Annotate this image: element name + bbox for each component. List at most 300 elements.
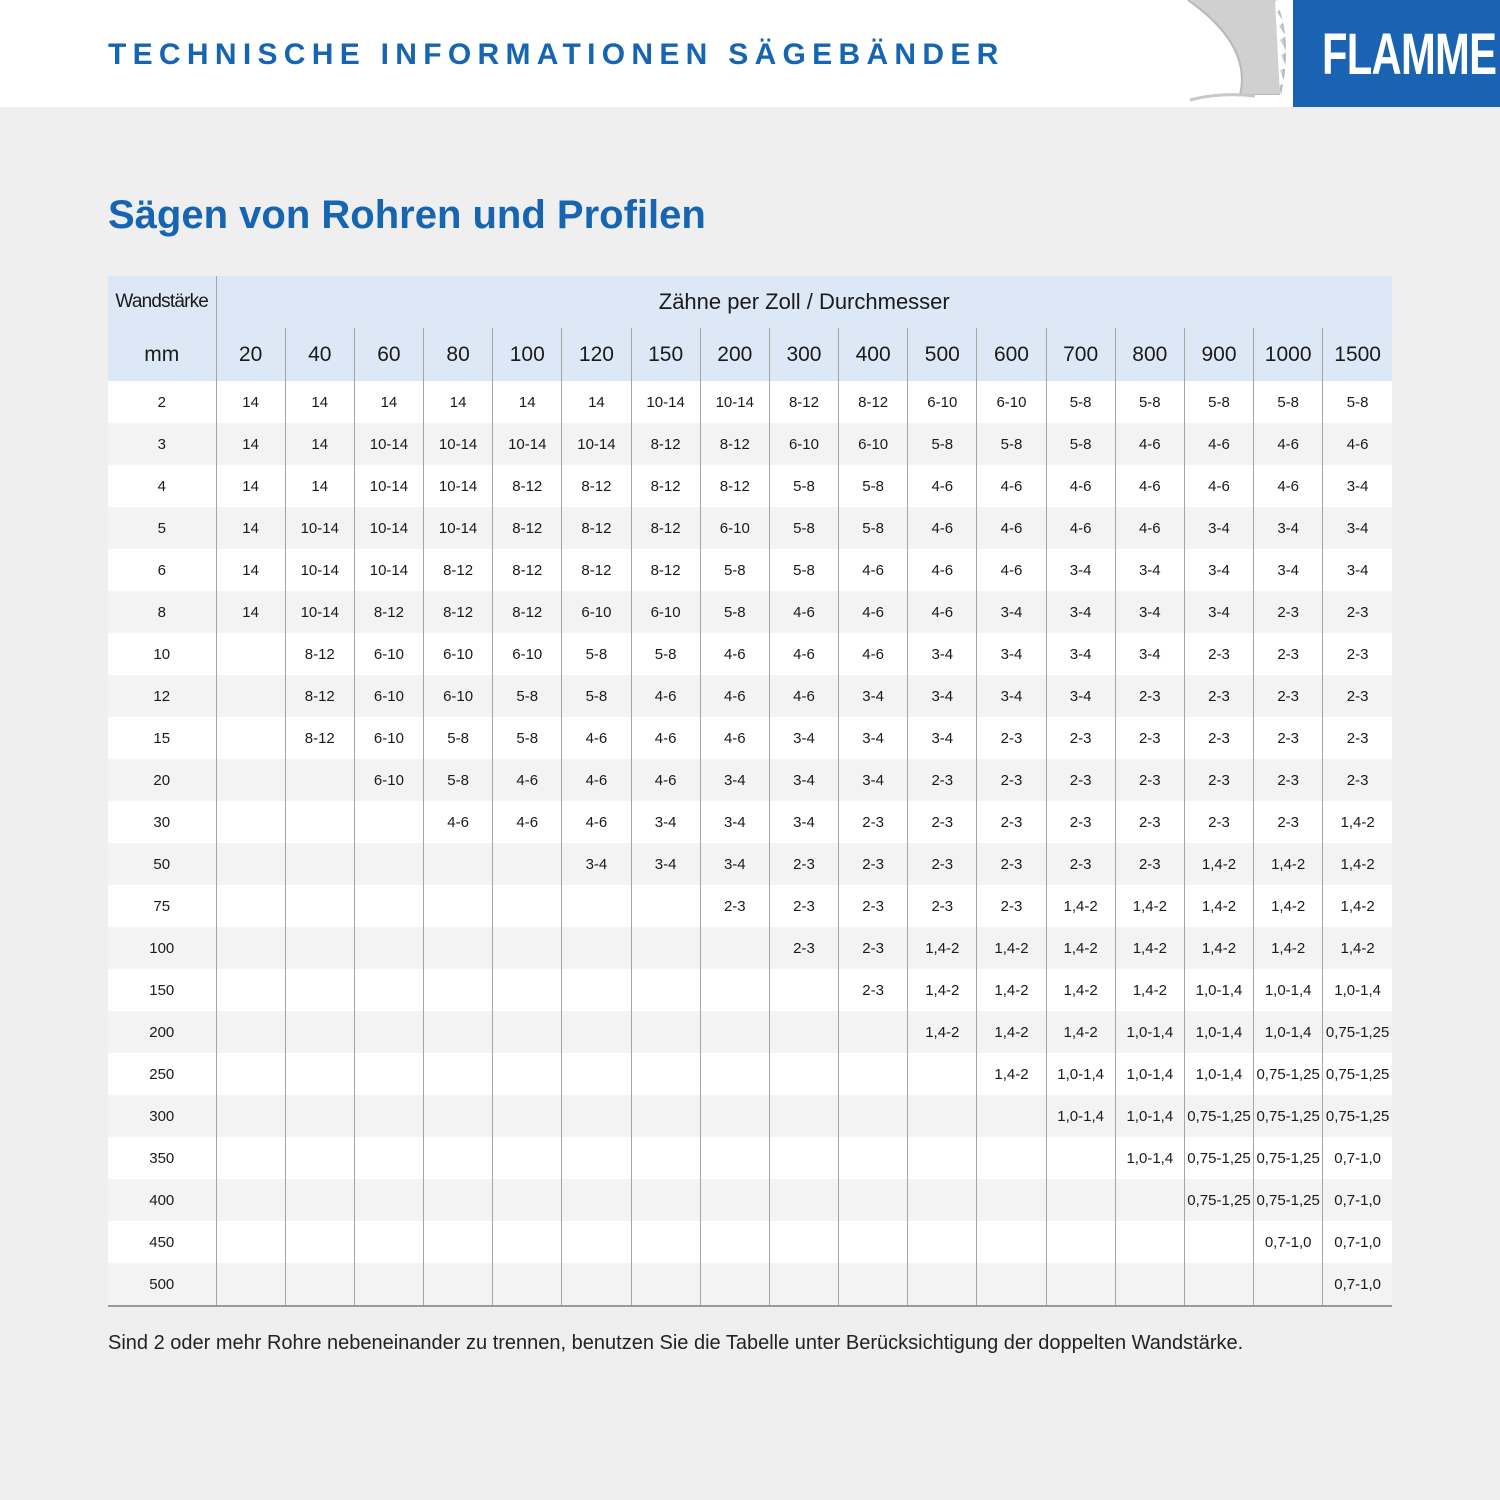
tpi-cell: 2-3 <box>908 801 977 843</box>
tpi-cell: 6-10 <box>424 633 493 675</box>
tpi-cell: 2-3 <box>1184 633 1253 675</box>
tpi-cell <box>493 843 562 885</box>
tpi-cell: 2-3 <box>839 801 908 843</box>
tpi-cell <box>354 843 423 885</box>
tpi-cell: 2-3 <box>1046 717 1115 759</box>
tpi-cell: 3-4 <box>1184 507 1253 549</box>
tpi-cell: 2-3 <box>1184 717 1253 759</box>
tpi-cell: 4-6 <box>839 633 908 675</box>
wall-thickness-cell: 500 <box>108 1263 216 1306</box>
tpi-cell: 10-14 <box>285 591 354 633</box>
tpi-cell <box>908 1263 977 1306</box>
logo-text: FLAMME <box>1321 22 1497 87</box>
tpi-cell: 4-6 <box>1115 507 1184 549</box>
tpi-cell: 4-6 <box>562 717 631 759</box>
tpi-cell: 14 <box>216 465 285 507</box>
tpi-cell: 3-4 <box>1046 633 1115 675</box>
tpi-cell <box>493 1179 562 1221</box>
tpi-cell: 2-3 <box>769 927 838 969</box>
tpi-cell: 14 <box>285 465 354 507</box>
tpi-cell <box>354 969 423 1011</box>
tpi-cell: 3-4 <box>700 801 769 843</box>
table-row <box>108 675 1392 717</box>
wall-thickness-cell: 10 <box>108 633 216 675</box>
tpi-cell: 14 <box>424 381 493 423</box>
tpi-cell: 4-6 <box>908 549 977 591</box>
tpi-cell <box>424 1053 493 1095</box>
tpi-cell: 2-3 <box>700 885 769 927</box>
tpi-cell: 2-3 <box>1115 675 1184 717</box>
tpi-cell: 4-6 <box>1184 423 1253 465</box>
tpi-cell: 8-12 <box>839 381 908 423</box>
tpi-cell: 3-4 <box>769 801 838 843</box>
table-row <box>108 1137 1392 1179</box>
tpi-cell: 4-6 <box>631 675 700 717</box>
tpi-cell: 8-12 <box>562 465 631 507</box>
tpi-cell: 5-8 <box>424 717 493 759</box>
tpi-cell <box>216 759 285 801</box>
tpi-cell: 10-14 <box>631 381 700 423</box>
tpi-cell: 0,75-1,25 <box>1323 1053 1392 1095</box>
table-row <box>108 843 1392 885</box>
tpi-cell: 4-6 <box>1323 423 1392 465</box>
tpi-cell: 4-6 <box>1046 465 1115 507</box>
tpi-cell <box>285 1053 354 1095</box>
tpi-cell: 2-3 <box>1254 759 1323 801</box>
tpi-cell: 3-4 <box>1184 549 1253 591</box>
tpi-cell: 1,4-2 <box>1046 1011 1115 1053</box>
tpi-cell <box>839 1179 908 1221</box>
table-row <box>108 591 1392 633</box>
tpi-cell: 6-10 <box>562 591 631 633</box>
table-row <box>108 927 1392 969</box>
tpi-cell <box>700 1137 769 1179</box>
tpi-cell <box>285 1095 354 1137</box>
tpi-cell: 3-4 <box>908 633 977 675</box>
tpi-cell: 3-4 <box>1046 591 1115 633</box>
tpi-cell <box>700 927 769 969</box>
wall-thickness-cell: 6 <box>108 549 216 591</box>
tpi-cell <box>285 759 354 801</box>
table-row <box>108 1053 1392 1095</box>
tpi-cell: 2-3 <box>1115 801 1184 843</box>
tpi-cell: 1,4-2 <box>1046 885 1115 927</box>
tpi-cell: 2-3 <box>1323 591 1392 633</box>
tpi-cell: 0,75-1,25 <box>1254 1179 1323 1221</box>
table-row <box>108 1179 1392 1221</box>
tpi-cell: 1,4-2 <box>977 927 1046 969</box>
tpi-cell <box>424 1011 493 1053</box>
wall-thickness-cell: 450 <box>108 1221 216 1263</box>
tpi-cell: 0,75-1,25 <box>1323 1011 1392 1053</box>
tpi-cell: 8-12 <box>631 549 700 591</box>
tpi-cell: 0,7-1,0 <box>1323 1179 1392 1221</box>
tpi-cell: 2-3 <box>908 843 977 885</box>
wall-thickness-cell: 50 <box>108 843 216 885</box>
tpi-cell: 1,4-2 <box>977 969 1046 1011</box>
tpi-cell: 10-14 <box>424 465 493 507</box>
tpi-cell <box>493 1011 562 1053</box>
tpi-cell <box>700 1095 769 1137</box>
tpi-cell <box>424 1263 493 1306</box>
tpi-cell: 3-4 <box>839 759 908 801</box>
tpi-cell: 10-14 <box>493 423 562 465</box>
tpi-cell: 14 <box>285 381 354 423</box>
tpi-cell: 8-12 <box>631 423 700 465</box>
tpi-cell <box>631 1263 700 1306</box>
diameter-column-header: 600 <box>977 328 1046 381</box>
tpi-cell: 14 <box>285 423 354 465</box>
tpi-cell <box>285 1179 354 1221</box>
tpi-cell: 4-6 <box>977 465 1046 507</box>
tpi-cell: 1,4-2 <box>1184 885 1253 927</box>
tpi-cell <box>700 1053 769 1095</box>
tpi-cell: 1,4-2 <box>1254 843 1323 885</box>
tpi-cell: 5-8 <box>1046 423 1115 465</box>
tpi-cell <box>769 1137 838 1179</box>
wall-thickness-cell: 2 <box>108 381 216 423</box>
tpi-cell: 1,4-2 <box>908 927 977 969</box>
tpi-cell: 2-3 <box>769 885 838 927</box>
tpi-cell <box>839 1095 908 1137</box>
tpi-cell: 4-6 <box>1115 465 1184 507</box>
tpi-cell: 4-6 <box>1115 423 1184 465</box>
tpi-cell <box>285 1011 354 1053</box>
tpi-cell: 5-8 <box>700 549 769 591</box>
tpi-cell: 8-12 <box>493 465 562 507</box>
diameter-column-header: 900 <box>1184 328 1253 381</box>
tpi-cell <box>839 1011 908 1053</box>
tpi-cell: 4-6 <box>769 633 838 675</box>
tpi-cell: 6-10 <box>700 507 769 549</box>
tpi-table <box>108 276 1392 1307</box>
tpi-cell: 2-3 <box>1323 675 1392 717</box>
tpi-cell: 1,4-2 <box>1184 843 1253 885</box>
tpi-cell: 1,4-2 <box>1046 969 1115 1011</box>
wall-thickness-cell: 200 <box>108 1011 216 1053</box>
page-title: Sägen von Rohren und Profilen <box>108 193 706 237</box>
tpi-cell: 5-8 <box>839 465 908 507</box>
tpi-cell <box>216 1095 285 1137</box>
tpi-cell <box>1046 1263 1115 1306</box>
tpi-cell <box>977 1095 1046 1137</box>
tpi-cell: 4-6 <box>700 633 769 675</box>
table-row <box>108 549 1392 591</box>
tpi-cell: 8-12 <box>424 549 493 591</box>
tpi-cell: 3-4 <box>1046 675 1115 717</box>
tpi-cell <box>216 843 285 885</box>
table-row <box>108 717 1392 759</box>
tpi-cell: 2-3 <box>1184 759 1253 801</box>
diameter-column-header: 150 <box>631 328 700 381</box>
tpi-cell: 2-3 <box>1184 801 1253 843</box>
tpi-cell: 3-4 <box>839 675 908 717</box>
tpi-cell <box>700 1179 769 1221</box>
tpi-cell: 1,4-2 <box>1046 927 1115 969</box>
tpi-cell <box>1115 1263 1184 1306</box>
table-row <box>108 423 1392 465</box>
tpi-cell: 6-10 <box>977 381 1046 423</box>
tpi-cell <box>977 1263 1046 1306</box>
tpi-cell: 2-3 <box>769 843 838 885</box>
tpi-cell: 5-8 <box>908 423 977 465</box>
tpi-cell: 1,4-2 <box>908 1011 977 1053</box>
tpi-cell <box>354 1053 423 1095</box>
tpi-cell: 8-12 <box>285 633 354 675</box>
wall-thickness-cell: 100 <box>108 927 216 969</box>
wall-thickness-unit: mm <box>108 328 216 381</box>
tpi-cell: 4-6 <box>493 801 562 843</box>
tpi-cell: 2-3 <box>1254 675 1323 717</box>
diameter-column-header: 40 <box>285 328 354 381</box>
tpi-cell: 3-4 <box>1184 591 1253 633</box>
tpi-cell: 2-3 <box>1046 801 1115 843</box>
tpi-cell: 10-14 <box>354 423 423 465</box>
tpi-cell: 1,0-1,4 <box>1115 1137 1184 1179</box>
tpi-cell <box>631 927 700 969</box>
tpi-cell: 2-3 <box>1115 717 1184 759</box>
tpi-cell: 1,0-1,4 <box>1115 1053 1184 1095</box>
tpi-cell: 8-12 <box>562 549 631 591</box>
tpi-cell: 1,4-2 <box>1254 927 1323 969</box>
tpi-cell: 4-6 <box>424 801 493 843</box>
tpi-cell: 14 <box>216 591 285 633</box>
tpi-cell <box>424 927 493 969</box>
tpi-cell <box>493 885 562 927</box>
tpi-cell: 4-6 <box>700 717 769 759</box>
diameter-column-header: 800 <box>1115 328 1184 381</box>
tpi-cell: 6-10 <box>839 423 908 465</box>
tpi-cell: 0,75-1,25 <box>1184 1095 1253 1137</box>
tpi-cell: 4-6 <box>977 549 1046 591</box>
table-row <box>108 1095 1392 1137</box>
tpi-cell: 14 <box>354 381 423 423</box>
tpi-cell <box>424 969 493 1011</box>
table-row <box>108 969 1392 1011</box>
tpi-cell <box>839 1137 908 1179</box>
tpi-cell <box>285 927 354 969</box>
tpi-cell: 5-8 <box>1254 381 1323 423</box>
tpi-cell: 5-8 <box>562 675 631 717</box>
table-row <box>108 507 1392 549</box>
tpi-cell <box>424 843 493 885</box>
table-row <box>108 381 1392 423</box>
wall-thickness-cell: 250 <box>108 1053 216 1095</box>
tpi-cell: 4-6 <box>700 675 769 717</box>
tpi-cell <box>216 633 285 675</box>
tpi-cell: 10-14 <box>424 507 493 549</box>
tpi-cell: 3-4 <box>700 759 769 801</box>
tpi-cell: 4-6 <box>839 591 908 633</box>
top-bar <box>0 0 1500 107</box>
tpi-cell: 4-6 <box>493 759 562 801</box>
tpi-cell: 2-3 <box>1254 591 1323 633</box>
tpi-cell: 3-4 <box>1254 507 1323 549</box>
tpi-cell: 2-3 <box>1323 717 1392 759</box>
wall-thickness-cell: 15 <box>108 717 216 759</box>
tpi-cell: 1,4-2 <box>1184 927 1253 969</box>
table-body <box>108 381 1392 1306</box>
tpi-cell: 2-3 <box>1184 675 1253 717</box>
diameter-column-header: 1500 <box>1323 328 1392 381</box>
tpi-cell: 14 <box>216 549 285 591</box>
tpi-cell: 2-3 <box>908 885 977 927</box>
tpi-cell: 4-6 <box>908 507 977 549</box>
tpi-cell <box>493 1053 562 1095</box>
tpi-cell: 10-14 <box>424 423 493 465</box>
tpi-cell: 5-8 <box>769 549 838 591</box>
tpi-cell <box>977 1179 1046 1221</box>
tpi-cell <box>216 675 285 717</box>
tpi-cell: 0,7-1,0 <box>1254 1221 1323 1263</box>
tpi-cell <box>216 1179 285 1221</box>
tpi-cell: 4-6 <box>769 591 838 633</box>
tpi-cell: 3-4 <box>769 759 838 801</box>
tpi-cell <box>1115 1179 1184 1221</box>
tpi-cell: 6-10 <box>354 633 423 675</box>
tpi-cell <box>562 1053 631 1095</box>
tpi-cell <box>700 1011 769 1053</box>
table-row <box>108 1263 1392 1306</box>
tpi-cell: 1,0-1,4 <box>1046 1053 1115 1095</box>
table-row <box>108 1221 1392 1263</box>
tpi-cell <box>216 801 285 843</box>
tpi-cell <box>769 969 838 1011</box>
tpi-cell: 4-6 <box>839 549 908 591</box>
tpi-cell: 1,4-2 <box>1254 885 1323 927</box>
tpi-cell: 1,0-1,4 <box>1115 1095 1184 1137</box>
tpi-cell: 14 <box>216 507 285 549</box>
tpi-cell <box>424 1221 493 1263</box>
table-row <box>108 759 1392 801</box>
tpi-cell: 5-8 <box>1184 381 1253 423</box>
tpi-cell <box>354 885 423 927</box>
tpi-cell: 10-14 <box>562 423 631 465</box>
tpi-cell: 3-4 <box>1115 549 1184 591</box>
tpi-cell <box>354 1263 423 1306</box>
tpi-cell <box>977 1137 1046 1179</box>
tpi-cell: 4-6 <box>562 801 631 843</box>
tpi-cell <box>562 1263 631 1306</box>
table-row <box>108 465 1392 507</box>
tpi-cell <box>354 1137 423 1179</box>
tpi-cell: 1,0-1,4 <box>1254 969 1323 1011</box>
tpi-cell: 2-3 <box>908 759 977 801</box>
tpi-cell: 4-6 <box>1046 507 1115 549</box>
tpi-cell: 3-4 <box>700 843 769 885</box>
tpi-cell: 4-6 <box>908 591 977 633</box>
tpi-cell: 8-12 <box>700 465 769 507</box>
tpi-cell <box>424 1179 493 1221</box>
tpi-cell <box>631 1221 700 1263</box>
tpi-cell: 1,0-1,4 <box>1254 1011 1323 1053</box>
tpi-cell <box>700 1263 769 1306</box>
tpi-cell: 2-3 <box>1254 801 1323 843</box>
tpi-cell <box>631 1137 700 1179</box>
wall-thickness-cell: 12 <box>108 675 216 717</box>
tpi-cell: 8-12 <box>769 381 838 423</box>
diameter-column-header: 120 <box>562 328 631 381</box>
tpi-cell <box>1046 1137 1115 1179</box>
tpi-cell <box>354 1221 423 1263</box>
tpi-cell: 8-12 <box>285 675 354 717</box>
tpi-cell: 2-3 <box>1323 633 1392 675</box>
tpi-cell: 2-3 <box>1323 759 1392 801</box>
tpi-cell <box>285 1263 354 1306</box>
tpi-cell: 2-3 <box>1046 759 1115 801</box>
tpi-cell <box>631 969 700 1011</box>
wall-thickness-cell: 75 <box>108 885 216 927</box>
tpi-cell: 8-12 <box>493 507 562 549</box>
tpi-cell: 5-8 <box>839 507 908 549</box>
tpi-cell: 14 <box>216 381 285 423</box>
table-row <box>108 1011 1392 1053</box>
tpi-cell: 0,75-1,25 <box>1254 1137 1323 1179</box>
tpi-cell <box>631 1011 700 1053</box>
tpi-cell: 2-3 <box>977 801 1046 843</box>
tpi-cell: 4-6 <box>1254 465 1323 507</box>
tpi-cell: 5-8 <box>1046 381 1115 423</box>
tpi-cell <box>769 1263 838 1306</box>
tpi-cell: 2-3 <box>1254 717 1323 759</box>
tpi-cell: 3-4 <box>631 801 700 843</box>
tpi-cell: 8-12 <box>631 465 700 507</box>
tpi-cell: 8-12 <box>493 549 562 591</box>
tpi-cell <box>216 1263 285 1306</box>
tpi-cell <box>354 1179 423 1221</box>
tpi-cell <box>285 969 354 1011</box>
tpi-cell <box>493 1221 562 1263</box>
tpi-cell <box>908 1221 977 1263</box>
tpi-cell <box>1046 1221 1115 1263</box>
tpi-cell: 1,0-1,4 <box>1046 1095 1115 1137</box>
tpi-cell: 1,0-1,4 <box>1323 969 1392 1011</box>
tpi-cell: 3-4 <box>1115 591 1184 633</box>
tpi-cell: 14 <box>216 423 285 465</box>
tpi-cell <box>354 1095 423 1137</box>
tpi-cell: 1,4-2 <box>1323 843 1392 885</box>
tpi-cell <box>769 1221 838 1263</box>
table-row <box>108 885 1392 927</box>
tpi-cell: 8-12 <box>285 717 354 759</box>
tpi-cell: 0,75-1,25 <box>1323 1095 1392 1137</box>
tpi-cell: 4-6 <box>1184 465 1253 507</box>
tpi-cell <box>354 927 423 969</box>
tpi-cell: 1,0-1,4 <box>1184 1011 1253 1053</box>
tpi-cell: 5-8 <box>700 591 769 633</box>
tpi-cell <box>216 969 285 1011</box>
tpi-cell <box>493 1263 562 1306</box>
table-row <box>108 633 1392 675</box>
tpi-cell <box>908 1095 977 1137</box>
tpi-cell: 6-10 <box>354 759 423 801</box>
tpi-cell <box>216 1011 285 1053</box>
tpi-cell: 3-4 <box>1323 465 1392 507</box>
flamme-logo <box>1293 0 1500 107</box>
tpi-cell: 5-8 <box>631 633 700 675</box>
tpi-cell: 2-3 <box>1046 843 1115 885</box>
tpi-cell: 8-12 <box>424 591 493 633</box>
tpi-cell: 4-6 <box>1254 423 1323 465</box>
tpi-cell <box>216 1137 285 1179</box>
tpi-cell: 2-3 <box>1115 843 1184 885</box>
wall-thickness-cell: 150 <box>108 969 216 1011</box>
tpi-cell: 3-4 <box>631 843 700 885</box>
tpi-cell <box>769 1179 838 1221</box>
tpi-cell: 3-4 <box>908 675 977 717</box>
diameter-column-header: 700 <box>1046 328 1115 381</box>
wall-thickness-cell: 400 <box>108 1179 216 1221</box>
